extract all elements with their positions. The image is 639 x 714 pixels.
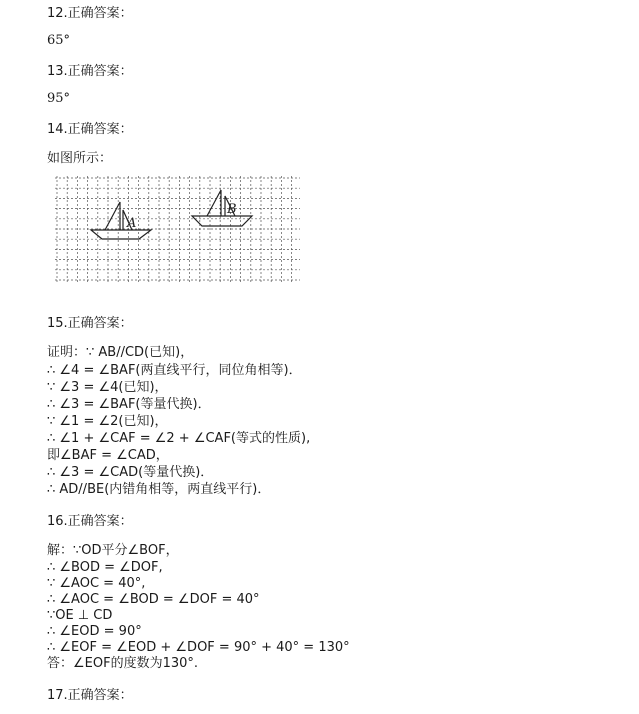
q16-line-2: ∴ ∠BOD = ∠DOF, xyxy=(47,560,163,575)
grid-figure xyxy=(55,176,300,286)
q15-line-7: 即∠BAF = ∠CAD， xyxy=(47,448,169,463)
q12-answer: 65° xyxy=(47,33,71,48)
shape-a-hull xyxy=(91,230,151,239)
q16-header: 16.正确答案： xyxy=(47,514,133,529)
shape-a-label: A xyxy=(127,216,137,231)
q15-line-4: ∴ ∠3 = ∠BAF(等量代换)． xyxy=(47,397,211,412)
grid-lines xyxy=(55,176,300,282)
q15-line-2: ∴ ∠4 = ∠BAF(两直线平行，同位角相等)． xyxy=(47,363,302,378)
shape-a-sail xyxy=(105,202,120,230)
q16-line-3: ∵ ∠AOC = 40°, xyxy=(47,576,146,591)
q15-header: 15.正确答案： xyxy=(47,316,133,331)
q16-line-4: ∴ ∠AOC = ∠BOD = ∠DOF = 40° xyxy=(47,592,260,607)
q15-line-9: ∴ AD//BE(内错角相等，两直线平行)． xyxy=(47,482,271,497)
q13-answer: 95° xyxy=(47,91,71,106)
q15-line-3: ∵ ∠3 = ∠4(已知)， xyxy=(47,380,168,395)
q15-line-5: ∵ ∠1 = ∠2(已知)， xyxy=(47,414,168,429)
shape-b-hull xyxy=(192,216,252,226)
q12-header: 12.正确答案： xyxy=(47,6,133,21)
q17-header: 17.正确答案： xyxy=(47,688,133,703)
q16-line-8: 答：∠EOF的度数为130°. xyxy=(47,656,199,671)
q16-line-7: ∴ ∠EOF = ∠EOD + ∠DOF = 90° + 40° = 130° xyxy=(47,640,350,655)
q14-intro: 如图所示： xyxy=(47,151,113,166)
q15-line-6: ∴ ∠1 + ∠CAF = ∠2 + ∠CAF(等式的性质), xyxy=(47,431,311,446)
shape-b-label: B xyxy=(227,202,237,217)
q16-line-5: ∵OE ⊥ CD xyxy=(47,608,113,623)
q16-line-1: 解：∵OD平分∠BOF， xyxy=(47,543,179,558)
q13-header: 13.正确答案： xyxy=(47,64,133,79)
q14-header: 14.正确答案： xyxy=(47,122,133,137)
q16-line-6: ∴ ∠EOD = 90° xyxy=(47,624,142,639)
q15-line-8: ∴ ∠3 = ∠CAD(等量代换)． xyxy=(47,465,214,480)
q15-line-1: 证明：∵ AB//CD(已知)， xyxy=(47,345,194,360)
shape-b-sail xyxy=(207,190,221,216)
